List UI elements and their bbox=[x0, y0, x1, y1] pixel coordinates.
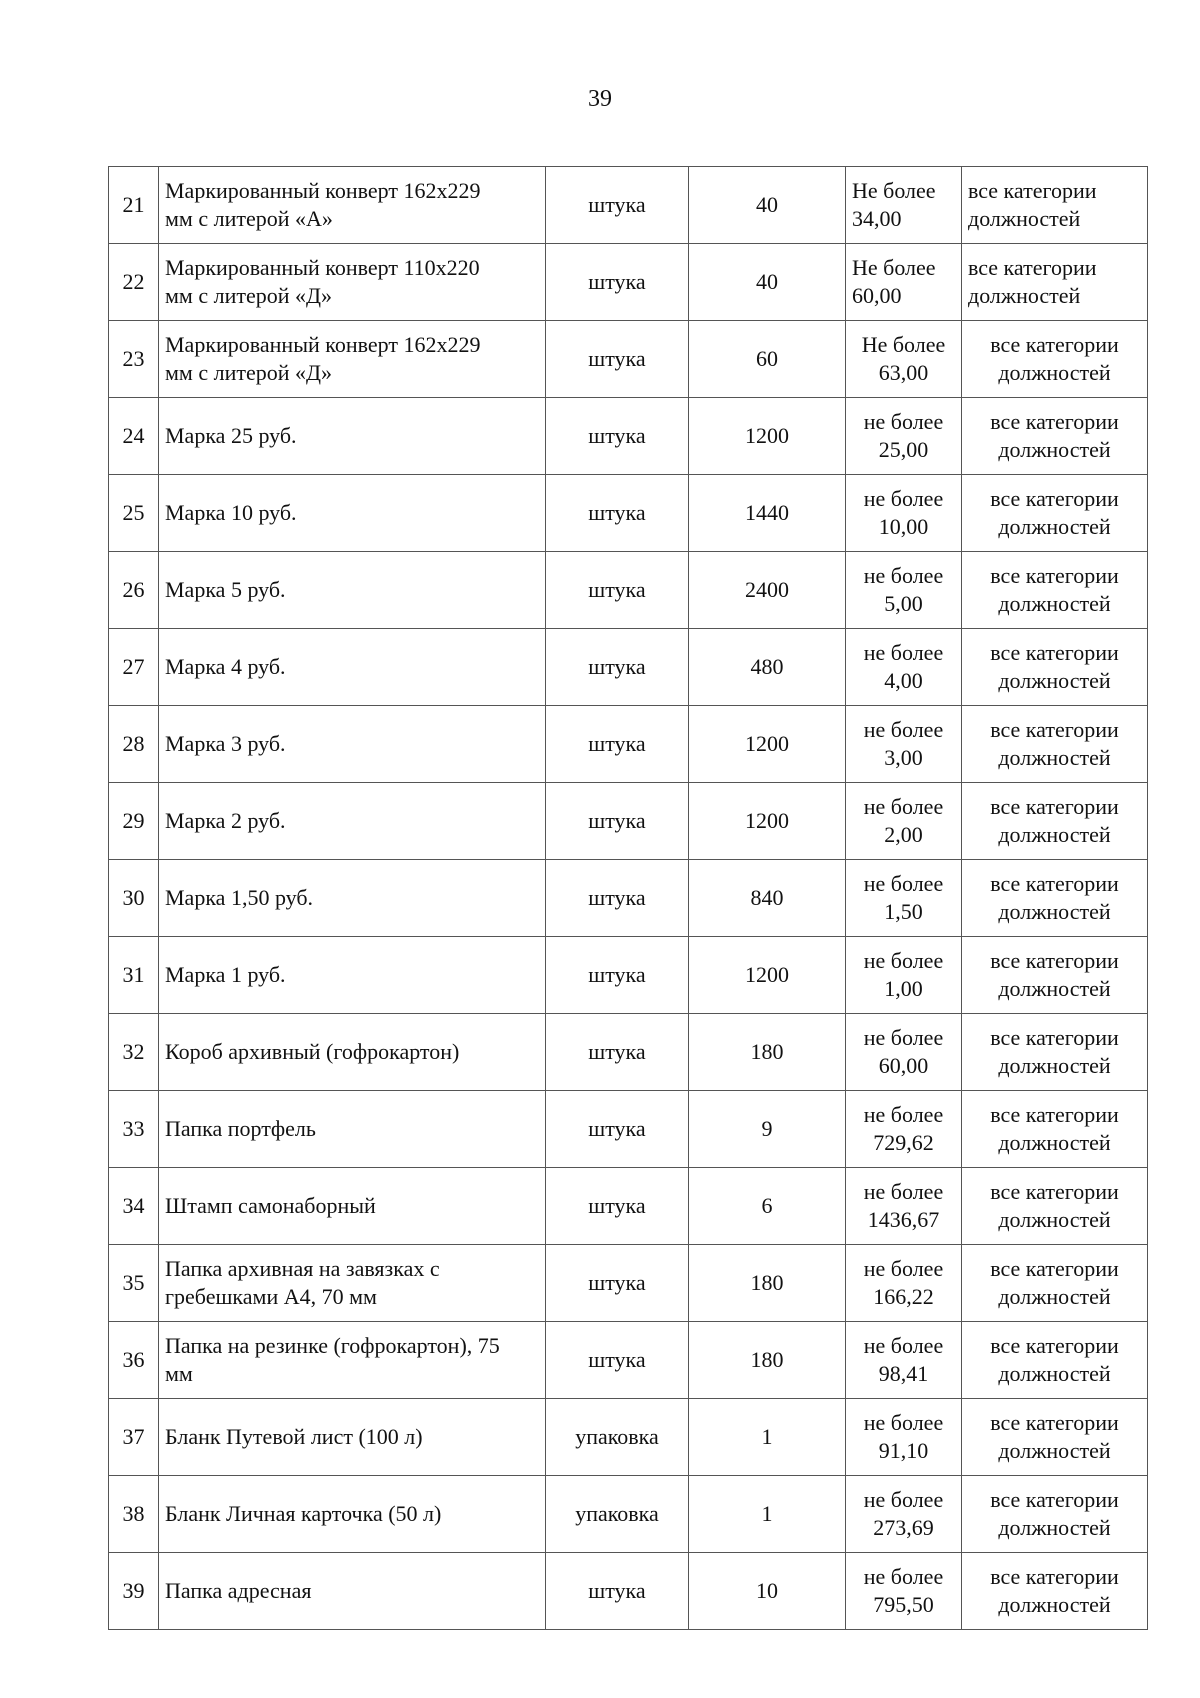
price-limit bbox=[846, 1091, 962, 1168]
unit-of-measure: штука bbox=[546, 860, 689, 937]
price-line: не более bbox=[863, 1487, 944, 1512]
position-category bbox=[962, 1245, 1148, 1322]
item-name-line: мм с литерой «Д» bbox=[165, 360, 333, 385]
unit-of-measure: штука bbox=[546, 1553, 689, 1630]
category-line: все категории bbox=[990, 871, 1119, 896]
row-number: 31 bbox=[109, 937, 159, 1014]
item-name-line: мм bbox=[165, 1361, 193, 1386]
item-name bbox=[159, 1168, 546, 1245]
price-limit bbox=[846, 1245, 962, 1322]
price-line: не более bbox=[863, 1025, 944, 1050]
price-line: 5,00 bbox=[884, 591, 923, 616]
category-line: должностей bbox=[998, 1130, 1111, 1155]
category-line: должностей bbox=[998, 1207, 1111, 1232]
unit-of-measure: штука bbox=[546, 1091, 689, 1168]
row-number: 33 bbox=[109, 1091, 159, 1168]
category-line: все категории bbox=[990, 717, 1119, 742]
item-name bbox=[159, 706, 546, 783]
position-category bbox=[962, 244, 1148, 321]
price-line: 91,10 bbox=[878, 1438, 929, 1463]
category-line: должностей bbox=[998, 976, 1111, 1001]
item-name-line: Марка 10 руб. bbox=[165, 500, 297, 525]
item-name bbox=[159, 552, 546, 629]
price-line: не более bbox=[863, 1256, 944, 1281]
row-number: 32 bbox=[109, 1014, 159, 1091]
price-limit bbox=[846, 552, 962, 629]
price-line: 1,50 bbox=[884, 899, 923, 924]
price-line: не более bbox=[863, 1179, 944, 1204]
item-name-line: Маркированный конверт 162х229 bbox=[165, 332, 481, 357]
unit-of-measure: штука bbox=[546, 244, 689, 321]
table-row bbox=[109, 1014, 1148, 1091]
item-name-line: мм с литерой «А» bbox=[165, 206, 333, 231]
row-number: 38 bbox=[109, 1476, 159, 1553]
price-line: не более bbox=[863, 640, 944, 665]
category-line: все категории bbox=[990, 1179, 1119, 1204]
price-limit bbox=[846, 1553, 962, 1630]
quantity: 1200 bbox=[689, 937, 846, 1014]
category-line: должностей bbox=[998, 1284, 1111, 1309]
item-name bbox=[159, 860, 546, 937]
price-limit bbox=[846, 398, 962, 475]
price-limit bbox=[846, 1476, 962, 1553]
table-row bbox=[109, 937, 1148, 1014]
category-line: все категории bbox=[990, 1333, 1119, 1358]
category-line: должностей bbox=[968, 283, 1081, 308]
item-name-line: Марка 1 руб. bbox=[165, 962, 286, 987]
price-line: 34,00 bbox=[852, 206, 902, 231]
price-line: не более bbox=[863, 1410, 944, 1435]
price-limit bbox=[846, 244, 962, 321]
category-line: должностей bbox=[998, 1361, 1111, 1386]
quantity: 180 bbox=[689, 1322, 846, 1399]
item-name bbox=[159, 1245, 546, 1322]
quantity: 40 bbox=[689, 167, 846, 244]
row-number: 35 bbox=[109, 1245, 159, 1322]
item-name-line: Папка адресная bbox=[165, 1578, 312, 1603]
category-line: должностей bbox=[998, 437, 1111, 462]
item-name-line: мм с литерой «Д» bbox=[165, 283, 333, 308]
table-row bbox=[109, 1399, 1148, 1476]
price-line: 98,41 bbox=[878, 1361, 929, 1386]
category-line: должностей bbox=[998, 514, 1111, 539]
row-number: 26 bbox=[109, 552, 159, 629]
row-number: 34 bbox=[109, 1168, 159, 1245]
table-row bbox=[109, 1476, 1148, 1553]
row-number: 22 bbox=[109, 244, 159, 321]
position-category bbox=[962, 398, 1148, 475]
price-limit bbox=[846, 167, 962, 244]
table-row bbox=[109, 860, 1148, 937]
price-limit bbox=[846, 860, 962, 937]
unit-of-measure: штука bbox=[546, 1322, 689, 1399]
item-name bbox=[159, 1091, 546, 1168]
table-row bbox=[109, 321, 1148, 398]
table-row bbox=[109, 629, 1148, 706]
price-line: не более bbox=[863, 486, 944, 511]
price-line: не более bbox=[863, 1333, 944, 1358]
unit-of-measure: штука bbox=[546, 167, 689, 244]
category-line: все категории bbox=[990, 794, 1119, 819]
table-row bbox=[109, 1553, 1148, 1630]
unit-of-measure: штука bbox=[546, 1245, 689, 1322]
category-line: все категории bbox=[990, 486, 1119, 511]
row-number: 37 bbox=[109, 1399, 159, 1476]
category-line: должностей bbox=[998, 1515, 1111, 1540]
price-line: не более bbox=[863, 948, 944, 973]
position-category bbox=[962, 1322, 1148, 1399]
position-category bbox=[962, 1091, 1148, 1168]
table-row bbox=[109, 1091, 1148, 1168]
item-name-line: Папка на резинке (гофрокартон), 75 bbox=[165, 1333, 500, 1358]
quantity: 1200 bbox=[689, 783, 846, 860]
item-name-line: Папка портфель bbox=[165, 1116, 316, 1141]
table-body bbox=[109, 167, 1148, 1630]
price-limit bbox=[846, 475, 962, 552]
item-name-line: Марка 2 руб. bbox=[165, 808, 286, 833]
item-name bbox=[159, 321, 546, 398]
row-number: 25 bbox=[109, 475, 159, 552]
item-name-line: Марка 25 руб. bbox=[165, 423, 297, 448]
category-line: должностей bbox=[998, 668, 1111, 693]
item-name bbox=[159, 1553, 546, 1630]
category-line: все категории bbox=[990, 640, 1119, 665]
category-line: должностей bbox=[998, 1438, 1111, 1463]
position-category bbox=[962, 321, 1148, 398]
item-name-line: Марка 1,50 руб. bbox=[165, 885, 314, 910]
quantity: 10 bbox=[689, 1553, 846, 1630]
category-line: все категории bbox=[990, 1025, 1119, 1050]
category-line: все категории bbox=[990, 332, 1119, 357]
position-category bbox=[962, 937, 1148, 1014]
quantity: 1200 bbox=[689, 706, 846, 783]
position-category bbox=[962, 1014, 1148, 1091]
price-limit bbox=[846, 1168, 962, 1245]
quantity: 480 bbox=[689, 629, 846, 706]
quantity: 6 bbox=[689, 1168, 846, 1245]
unit-of-measure: штука bbox=[546, 937, 689, 1014]
row-number: 21 bbox=[109, 167, 159, 244]
price-line: не более bbox=[863, 409, 944, 434]
price-line: Не более bbox=[852, 255, 936, 280]
category-line: все категории bbox=[990, 1102, 1119, 1127]
price-line: 795,50 bbox=[873, 1592, 934, 1617]
table-row bbox=[109, 1245, 1148, 1322]
item-name bbox=[159, 398, 546, 475]
position-category bbox=[962, 1399, 1148, 1476]
item-name bbox=[159, 937, 546, 1014]
quantity: 180 bbox=[689, 1014, 846, 1091]
price-limit bbox=[846, 706, 962, 783]
quantity: 1 bbox=[689, 1399, 846, 1476]
table-row bbox=[109, 244, 1148, 321]
position-category bbox=[962, 1476, 1148, 1553]
item-name bbox=[159, 1014, 546, 1091]
price-line: 4,00 bbox=[884, 668, 923, 693]
position-category bbox=[962, 860, 1148, 937]
category-line: все категории bbox=[990, 1410, 1119, 1435]
price-limit bbox=[846, 629, 962, 706]
unit-of-measure: штука bbox=[546, 1014, 689, 1091]
price-line: 166,22 bbox=[873, 1284, 934, 1309]
table-row bbox=[109, 1322, 1148, 1399]
price-line: Не более bbox=[861, 332, 946, 357]
unit-of-measure: штука bbox=[546, 321, 689, 398]
table-row bbox=[109, 398, 1148, 475]
item-name-line: Папка архивная на завязках с bbox=[165, 1256, 440, 1281]
price-line: 2,00 bbox=[884, 822, 923, 847]
item-name-line: Марка 5 руб. bbox=[165, 577, 286, 602]
item-name-line: Штамп самонаборный bbox=[165, 1193, 376, 1218]
item-name-line: Марка 4 руб. bbox=[165, 654, 286, 679]
quantity: 180 bbox=[689, 1245, 846, 1322]
item-name-line: Бланк Путевой лист (100 л) bbox=[165, 1424, 423, 1449]
quantity: 1 bbox=[689, 1476, 846, 1553]
position-category bbox=[962, 552, 1148, 629]
price-line: 1,00 bbox=[884, 976, 923, 1001]
quantity: 40 bbox=[689, 244, 846, 321]
position-category bbox=[962, 1168, 1148, 1245]
row-number: 30 bbox=[109, 860, 159, 937]
price-line: не более bbox=[863, 717, 944, 742]
category-line: должностей bbox=[998, 360, 1111, 385]
price-line: не более bbox=[863, 563, 944, 588]
unit-of-measure: штука bbox=[546, 552, 689, 629]
quantity: 60 bbox=[689, 321, 846, 398]
price-line: 1436,67 bbox=[867, 1207, 940, 1232]
price-line: 25,00 bbox=[878, 437, 929, 462]
category-line: все категории bbox=[990, 409, 1119, 434]
price-limit bbox=[846, 1399, 962, 1476]
price-limit bbox=[846, 321, 962, 398]
item-name bbox=[159, 475, 546, 552]
category-line: должностей bbox=[998, 745, 1111, 770]
price-line: 273,69 bbox=[873, 1515, 934, 1540]
position-category bbox=[962, 629, 1148, 706]
item-name-line: Марка 3 руб. bbox=[165, 731, 286, 756]
item-name bbox=[159, 244, 546, 321]
unit-of-measure: штука bbox=[546, 629, 689, 706]
row-number: 27 bbox=[109, 629, 159, 706]
price-line: не более bbox=[863, 871, 944, 896]
price-line: 63,00 bbox=[878, 360, 929, 385]
position-category bbox=[962, 475, 1148, 552]
unit-of-measure: упаковка bbox=[546, 1476, 689, 1553]
category-line: все категории bbox=[990, 563, 1119, 588]
price-line: 3,00 bbox=[884, 745, 923, 770]
row-number: 24 bbox=[109, 398, 159, 475]
category-line: должностей bbox=[998, 822, 1111, 847]
unit-of-measure: упаковка bbox=[546, 1399, 689, 1476]
item-name bbox=[159, 1476, 546, 1553]
quantity: 2400 bbox=[689, 552, 846, 629]
item-name-line: Бланк Личная карточка (50 л) bbox=[165, 1501, 442, 1526]
price-line: 729,62 bbox=[873, 1130, 934, 1155]
quantity: 9 bbox=[689, 1091, 846, 1168]
item-name bbox=[159, 629, 546, 706]
category-line: все категории bbox=[968, 178, 1097, 203]
category-line: все категории bbox=[990, 948, 1119, 973]
price-line: Не более bbox=[852, 178, 936, 203]
table-row bbox=[109, 1168, 1148, 1245]
norms-table bbox=[108, 166, 1148, 1630]
price-limit bbox=[846, 783, 962, 860]
category-line: все категории bbox=[968, 255, 1097, 280]
item-name bbox=[159, 167, 546, 244]
category-line: все категории bbox=[990, 1256, 1119, 1281]
row-number: 36 bbox=[109, 1322, 159, 1399]
category-line: должностей bbox=[998, 591, 1111, 616]
price-line: 60,00 bbox=[878, 1053, 929, 1078]
category-line: должностей bbox=[998, 1592, 1111, 1617]
unit-of-measure: штука bbox=[546, 706, 689, 783]
row-number: 29 bbox=[109, 783, 159, 860]
category-line: все категории bbox=[990, 1564, 1119, 1589]
table-row bbox=[109, 475, 1148, 552]
price-limit bbox=[846, 1322, 962, 1399]
position-category bbox=[962, 1553, 1148, 1630]
item-name-line: Маркированный конверт 162х229 bbox=[165, 178, 481, 203]
table-row bbox=[109, 167, 1148, 244]
unit-of-measure: штука bbox=[546, 398, 689, 475]
price-limit bbox=[846, 1014, 962, 1091]
price-line: 10,00 bbox=[878, 514, 929, 539]
position-category bbox=[962, 783, 1148, 860]
table-row bbox=[109, 783, 1148, 860]
row-number: 39 bbox=[109, 1553, 159, 1630]
price-line: не более bbox=[863, 1564, 944, 1589]
position-category bbox=[962, 167, 1148, 244]
quantity: 840 bbox=[689, 860, 846, 937]
page-number: 39 bbox=[588, 86, 612, 112]
item-name-line: Маркированный конверт 110х220 bbox=[165, 255, 480, 280]
unit-of-measure: штука bbox=[546, 1168, 689, 1245]
item-name bbox=[159, 783, 546, 860]
price-line: не более bbox=[863, 794, 944, 819]
price-limit bbox=[846, 937, 962, 1014]
row-number: 23 bbox=[109, 321, 159, 398]
quantity: 1200 bbox=[689, 398, 846, 475]
position-category bbox=[962, 706, 1148, 783]
price-line: не более bbox=[863, 1102, 944, 1127]
category-line: все категории bbox=[990, 1487, 1119, 1512]
price-line: 60,00 bbox=[852, 283, 902, 308]
item-name-line: Короб архивный (гофрокартон) bbox=[165, 1039, 460, 1064]
item-name bbox=[159, 1322, 546, 1399]
category-line: должностей bbox=[968, 206, 1081, 231]
unit-of-measure: штука bbox=[546, 783, 689, 860]
table-row bbox=[109, 552, 1148, 629]
unit-of-measure: штука bbox=[546, 475, 689, 552]
item-name bbox=[159, 1399, 546, 1476]
row-number: 28 bbox=[109, 706, 159, 783]
quantity: 1440 bbox=[689, 475, 846, 552]
category-line: должностей bbox=[998, 899, 1111, 924]
item-name-line: гребешками А4, 70 мм bbox=[165, 1284, 377, 1309]
table-row bbox=[109, 706, 1148, 783]
category-line: должностей bbox=[998, 1053, 1111, 1078]
